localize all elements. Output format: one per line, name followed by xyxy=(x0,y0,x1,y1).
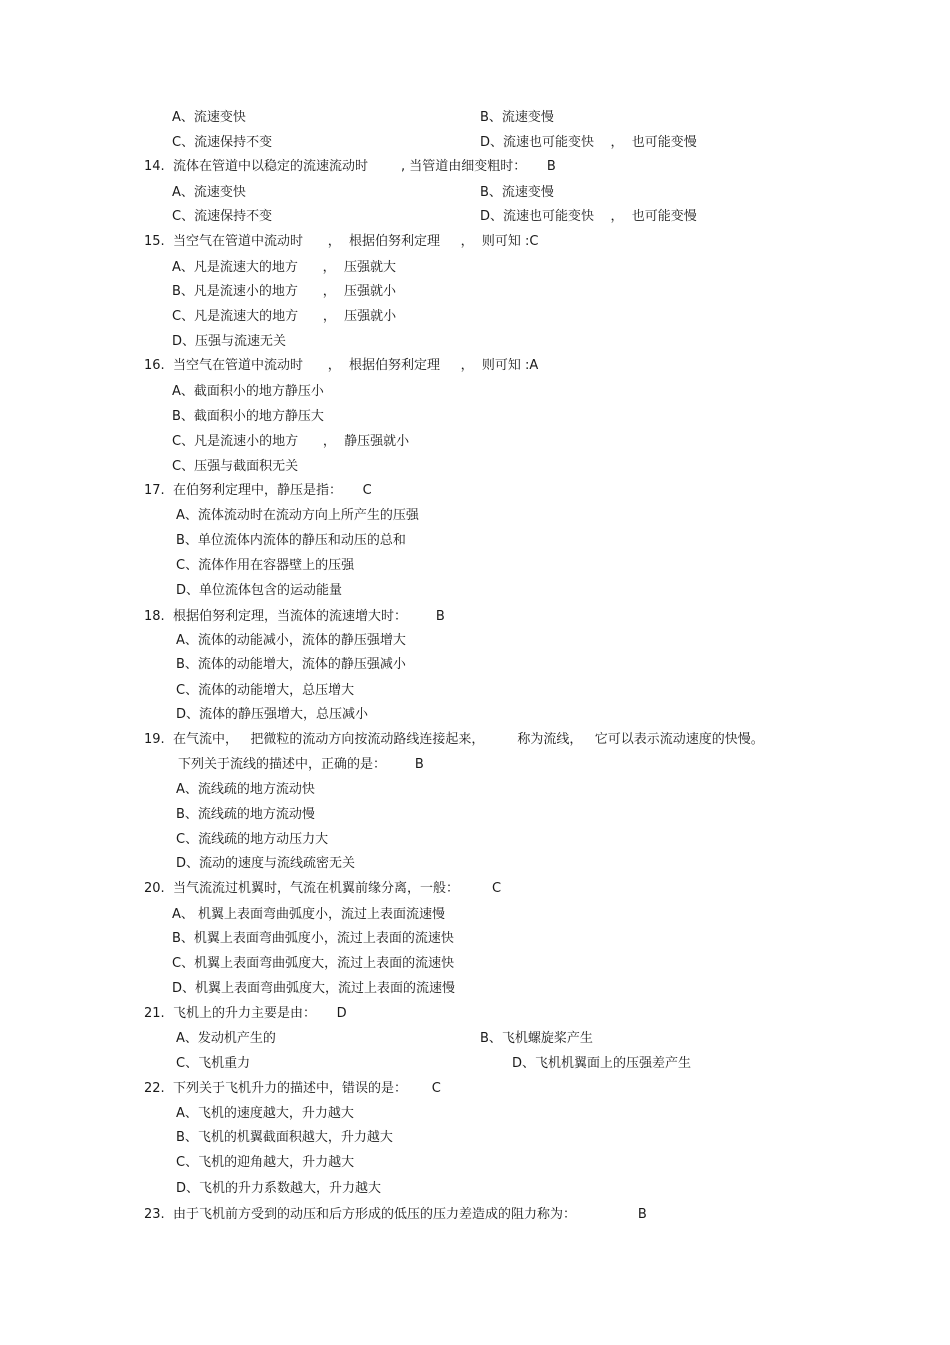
text-line: A、流体的动能减小，流体的静压强增大 xyxy=(176,633,406,648)
text-line: B、流体的动能增大，流体的静压强减小 xyxy=(176,657,406,672)
text-line: A、流体流动时在流动方向上所产生的压强 xyxy=(176,508,419,523)
text-line: 14. 流体在管道中以稳定的流速流动时 , 当管道由细变粗时： B xyxy=(144,159,556,174)
text-line: 22. 下列关于飞机升力的描述中，错误的是： C xyxy=(144,1081,441,1096)
text-line: A、截面积小的地方静压小 xyxy=(172,384,324,399)
text-line-column-2: B、流速变慢 xyxy=(480,185,554,200)
text-line: B、飞机的机翼截面积越大，升力越大 xyxy=(176,1130,393,1145)
text-line: 17. 在伯努利定理中，静压是指： C xyxy=(144,483,372,498)
text-line: D、流动的速度与流线疏密无关 xyxy=(176,856,356,871)
text-line: 20. 当气流流过机翼时，气流在机翼前缘分离，一般： C xyxy=(144,881,502,896)
text-line: 15. 当空气在管道中流动时 ， 根据伯努利定理 ， 则可知 :C xyxy=(144,234,539,249)
text-line: C、机翼上表面弯曲弧度大，流过上表面的流速快 xyxy=(172,956,455,971)
text-line-column-2: D、流速也可能变快 ， 也可能变慢 xyxy=(480,135,697,150)
text-line: A、流线疏的地方流动快 xyxy=(176,782,315,797)
text-line: D、压强与流速无关 xyxy=(172,334,287,349)
text-line-column-2: D、飞机机翼面上的压强差产生 xyxy=(512,1056,692,1071)
text-line: C、流体作用在容器壁上的压强 xyxy=(176,558,355,573)
text-line: A、流速变快 xyxy=(172,185,246,200)
text-line: A、凡是流速大的地方 ， 压强就大 xyxy=(172,260,396,275)
text-line: D、单位流体包含的运动能量 xyxy=(176,583,343,598)
text-line: A、流速变快 xyxy=(172,110,246,125)
text-line: 下列关于流线的描述中，正确的是： B xyxy=(178,757,424,772)
text-line: B、机翼上表面弯曲弧度小，流过上表面的流速快 xyxy=(172,931,454,946)
text-line: A、发动机产生的 xyxy=(176,1031,276,1046)
text-line: 19. 在气流中， 把微粒的流动方向按流动路线连接起来， 称为流线， 它可以表示流动速度的快慢。 xyxy=(144,732,764,747)
text-line: C、凡是流速小的地方 ， 静压强就小 xyxy=(172,434,410,449)
text-line: 18. 根据伯努利定理，当流体的流速增大时： B xyxy=(144,609,445,624)
text-line: C、流体的动能增大，总压增大 xyxy=(176,683,355,698)
text-line: C、压强与截面积无关 xyxy=(172,459,299,474)
text-line: 16. 当空气在管道中流动时 ， 根据伯努利定理 ， 则可知 :A xyxy=(144,358,539,373)
text-line: 21. 飞机上的升力主要是由： D xyxy=(144,1006,347,1021)
text-line: C、凡是流速大的地方 ， 压强就小 xyxy=(172,309,397,324)
text-line: A、 机翼上表面弯曲弧度小，流过上表面流速慢 xyxy=(172,907,446,922)
text-line: B、单位流体内流体的静压和动压的总和 xyxy=(176,533,406,548)
text-line: C、飞机的迎角越大，升力越大 xyxy=(176,1155,355,1170)
text-line-column-2: B、流速变慢 xyxy=(480,110,554,125)
text-line: B、流线疏的地方流动慢 xyxy=(176,807,315,822)
text-line: C、飞机重力 xyxy=(176,1056,251,1071)
text-line: B、凡是流速小的地方 ， 压强就小 xyxy=(172,284,396,299)
text-line: D、飞机的升力系数越大，升力越大 xyxy=(176,1181,382,1196)
text-line-column-2: D、流速也可能变快 ， 也可能变慢 xyxy=(480,209,697,224)
text-line: B、截面积小的地方静压大 xyxy=(172,409,324,424)
text-line: C、流速保持不变 xyxy=(172,209,273,224)
text-line: C、流线疏的地方动压力大 xyxy=(176,832,329,847)
text-line: D、流体的静压强增大，总压减小 xyxy=(176,707,369,722)
text-line: D、机翼上表面弯曲弧度大，流过上表面的流速慢 xyxy=(172,981,456,996)
text-line-column-2: B、飞机螺旋桨产生 xyxy=(480,1031,593,1046)
text-line: C、流速保持不变 xyxy=(172,135,273,150)
text-line: 23. 由于飞机前方受到的动压和后方形成的低压的压力差造成的阻力称为： B xyxy=(144,1207,647,1222)
text-line: A、飞机的速度越大，升力越大 xyxy=(176,1106,354,1121)
